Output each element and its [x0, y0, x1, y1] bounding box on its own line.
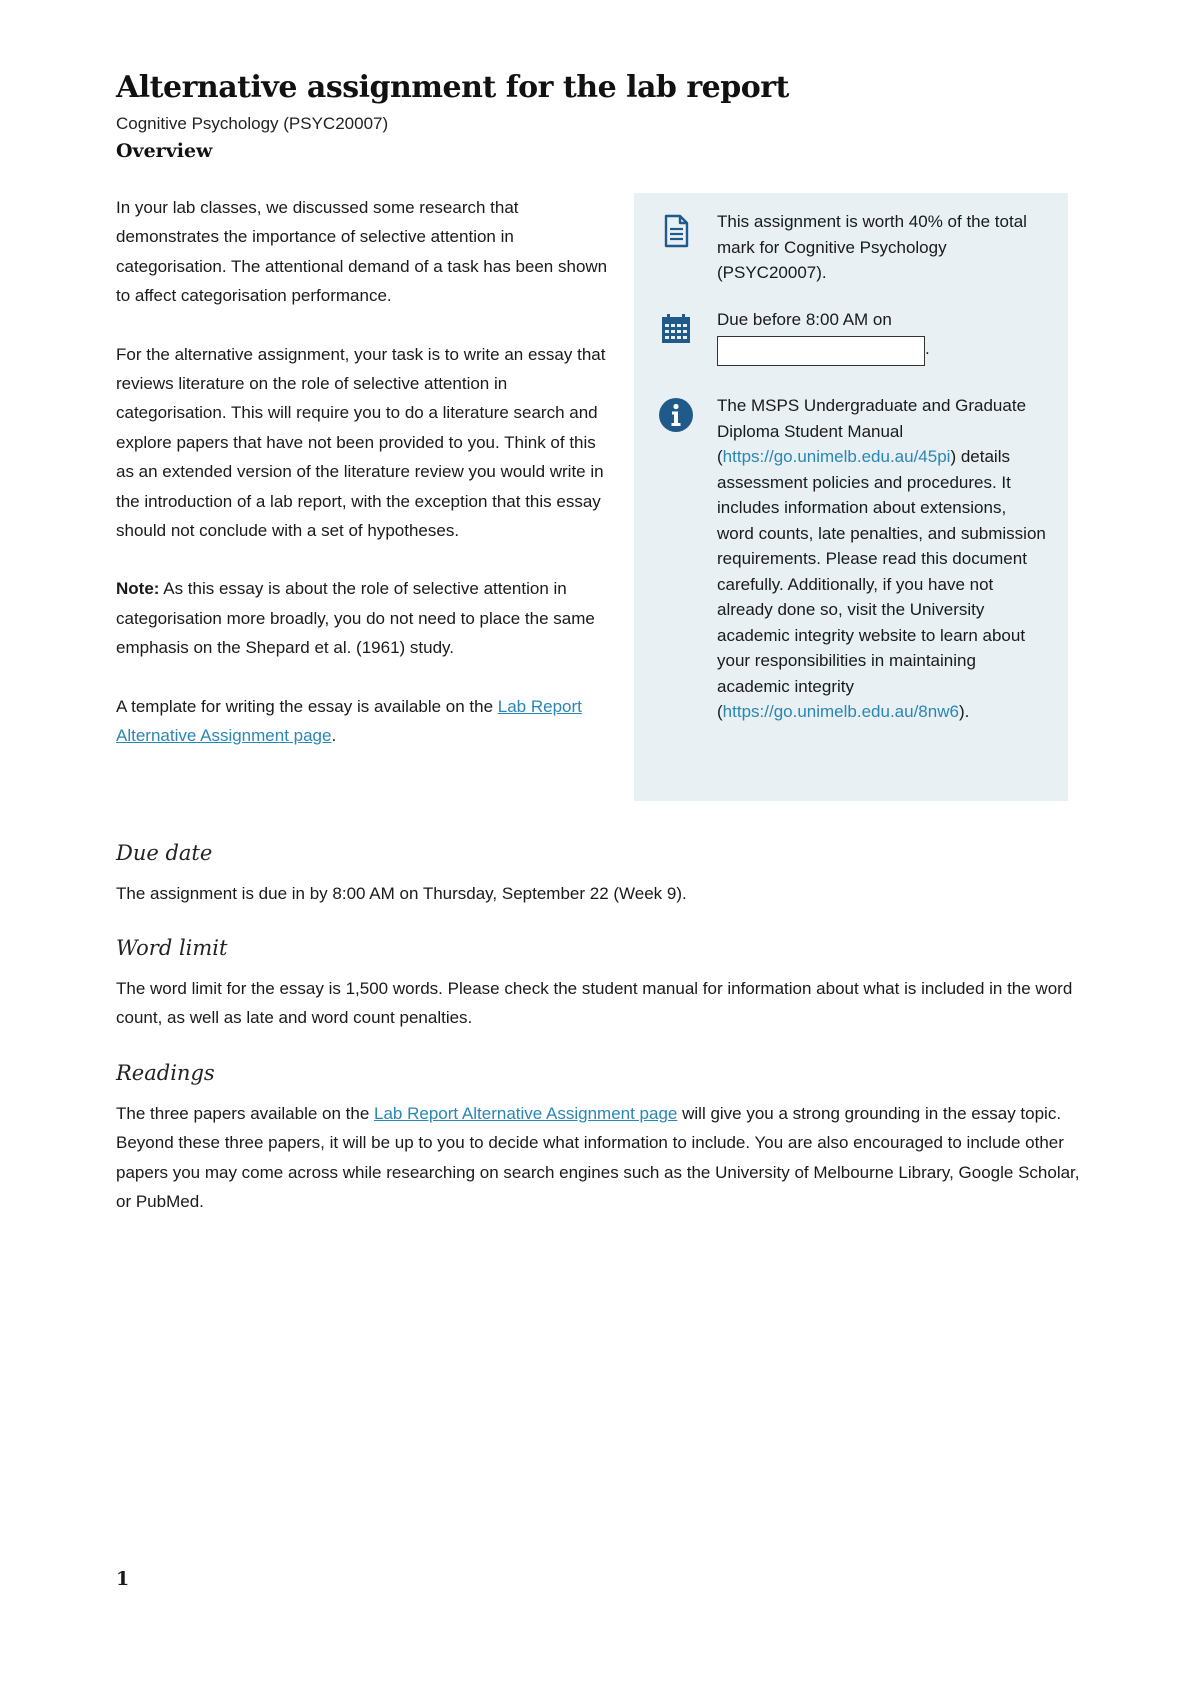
note-text: As this essay is about the role of selective attention in categorisation more broadly, you do not need to place the same emphasis on the Shepard et al. (1961) study.: [116, 579, 595, 658]
academic-integrity-link[interactable]: https://go.unimelb.edu.au/8nw6: [722, 702, 959, 721]
readings-page-link[interactable]: Lab Report Alternative Assignment page: [374, 1104, 678, 1123]
manual-middle: ) details assessment policies and procedures. It includes information about extensions, word counts, late penalties, and submission requirements. Please read this document carefully. Additionally, if you have not already done so, visit the University academic integrity website to learn about your responsibilities in maintaining academic integrity (: [717, 447, 1046, 721]
overview-paragraph-2: For the alternative assignment, your task is to write an essay that reviews literature on the role of selective attention in categorisation. This will require you to do a literature search and explore papers that have not been provided to you. Think of this as an extended version of the literature review you would write in the introduction of a lab report, with the exception that this essay should not conclude with a set of hypotheses.: [116, 344, 606, 541]
page-number: 1: [116, 1568, 130, 1590]
template-page-link[interactable]: Lab Report Alternative Assignment page: [116, 696, 582, 746]
readings-heading: Readings: [116, 1061, 215, 1085]
due-date-field[interactable]: [717, 336, 925, 366]
word-limit-heading: Word limit: [116, 936, 228, 960]
note-label: Note:: [116, 579, 160, 599]
due-date-text: The assignment is due in by 8:00 AM on Thursday, September 22 (Week 9).: [116, 884, 687, 903]
student-manual-link[interactable]: https://go.unimelb.edu.au/45pi: [722, 447, 951, 466]
overview-section: [116, 193, 612, 780]
due-date-heading: Due date: [116, 841, 213, 865]
document-icon: [658, 213, 694, 249]
info-icon: [658, 397, 694, 433]
readings-text: [116, 1099, 1096, 1217]
assignment-worth-text: This assignment is worth 40% of the total mark for Cognitive Psychology (PSYC20007).: [717, 212, 1027, 282]
page-title: Alternative assignment for the lab report: [116, 70, 789, 105]
due-suffix: .: [925, 338, 930, 358]
manual-open-paren: (: [717, 447, 723, 466]
manual-prefix: The MSPS Undergraduate and Graduate Diploma Student Manual: [717, 396, 1027, 441]
overview-paragraph-1: In your lab classes, we discussed some research that demonstrates the importance of selective attention in categorisation. The attentional demand of a task has been shown to affect categorisation performance.: [116, 198, 608, 306]
template-suffix: .: [331, 726, 337, 746]
overview-heading: Overview: [116, 140, 213, 162]
template-paragraph: [116, 692, 612, 751]
student-manual-text: [717, 393, 1047, 725]
readings-prefix: The three papers available on the: [116, 1104, 375, 1123]
calendar-icon: [658, 311, 694, 347]
template-prefix: A template for writing the essay is available on the: [116, 696, 498, 716]
due-prefix: Due before 8:00 AM on: [717, 310, 892, 329]
due-info-text: [717, 307, 1047, 366]
assessment-info-box: [634, 193, 1068, 801]
course-subtitle: Cognitive Psychology (PSYC20007): [116, 114, 389, 133]
manual-close: ).: [958, 702, 970, 721]
word-limit-text: The word limit for the essay is 1,500 words. Please check the student manual for information about what is included in the word count, as well as late and word count penalties.: [116, 979, 1073, 1028]
readings-suffix: will give you a strong grounding in the essay topic. Beyond these three papers, it will be up to you to decide what information to include. You are also encouraged to include other papers you may come across while researching on search engines such as the University of Melbourne Library, Google Scholar, or PubMed.: [116, 1104, 1080, 1212]
note-paragraph: [116, 574, 612, 662]
